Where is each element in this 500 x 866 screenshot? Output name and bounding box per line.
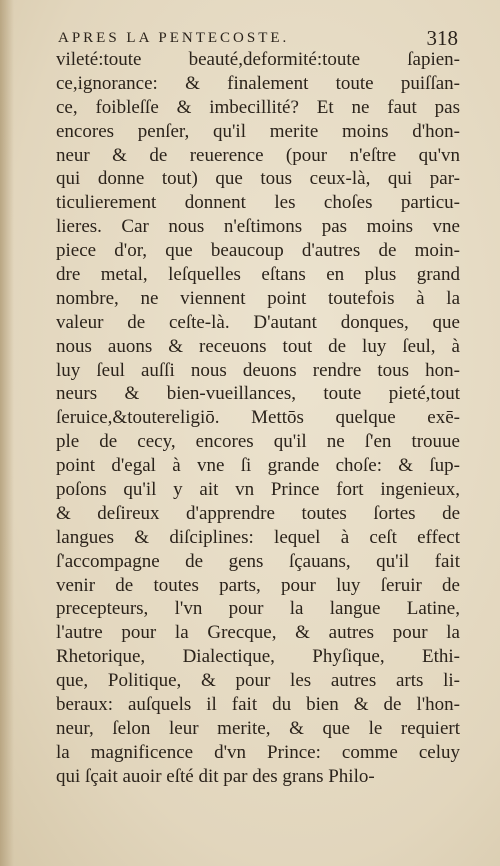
text-line: point d'egal à vne ſi grande choſe: & ſup- (56, 455, 460, 477)
page-gutter-shadow (0, 0, 14, 866)
text-line: venir de toutes parts, pour luy ſeruir de (56, 574, 460, 596)
text-line: dre metal, leſquelles eſtans en plus grand (56, 264, 460, 286)
text-line: piece d'or, que beaucoup d'autres de moin- (56, 240, 460, 262)
text-line: la magnificence d'vn Prince: comme celuy (56, 741, 460, 763)
text-line: lieres. Car nous n'eſtimons pas moins vne (56, 216, 460, 238)
page-number: 318 (426, 26, 458, 50)
text-line: Rhetorique, Dialectique, Phyſique, Ethi- (56, 646, 460, 668)
running-head: APRES LA PENTECOSTE. (58, 30, 290, 46)
text-line: neur, ſelon leur merite, & que le requiert (56, 717, 460, 739)
text-line: langues & diſciplines: lequel à ceſt effect (56, 526, 460, 548)
body-text (56, 48, 460, 789)
text-line: & deſireux d'apprendre toutes ſortes de (56, 502, 460, 524)
text-line: ſeruice,&toutereligiō. Mettōs quelque exē- (56, 407, 460, 429)
text-line: nombre, ne viennent point toutefois à la (56, 287, 460, 309)
text-line: valeur de ceſte-là. D'autant donques, que (56, 311, 460, 333)
text-line: l'autre pour la Grecque, & autres pour la (56, 622, 460, 644)
text-line: poſons qu'il y ait vn Prince fort ingenieux, (56, 479, 460, 501)
text-line: neurs & bien-vueillances, toute pieté,tout (56, 383, 460, 405)
text-line: ple de cecy, encores qu'il ne ſ'en trouue (56, 431, 460, 453)
text-line: neur & de reuerence (pour n'eſtre qu'vn (56, 144, 460, 166)
text-line: luy ſeul auſſi nous deuons rendre tous hon- (56, 359, 460, 381)
text-line: qui ſçait auoir eſté dit par des grans Philo- (56, 765, 375, 787)
text-line: ce, foibleſſe & imbecillité? Et ne faut pas (56, 96, 460, 118)
text-line: beraux: auſquels il fait du bien & de l'hon- (56, 694, 460, 716)
text-line: nous auons & receuons tout de luy ſeul, à (56, 335, 460, 357)
text-line: vileté:toute beauté,deformité:toute ſapien- (56, 49, 460, 70)
text-line: ſ'accompagne de gens ſçauans, qu'il fait (56, 550, 460, 572)
text-line: qui donne tout) que tous ceux-là, qui par- (56, 168, 460, 190)
text-line: precepteurs, l'vn pour la langue Latine, (56, 598, 460, 620)
text-line: encores penſer, qu'il merite moins d'hon- (56, 120, 460, 142)
text-line: ticulierement donnent les choſes particu- (56, 192, 460, 214)
text-line: que, Politique, & pour les autres arts li- (56, 670, 460, 692)
text-line: ce,ignorance: & finalement toute puiſſan- (56, 72, 460, 94)
